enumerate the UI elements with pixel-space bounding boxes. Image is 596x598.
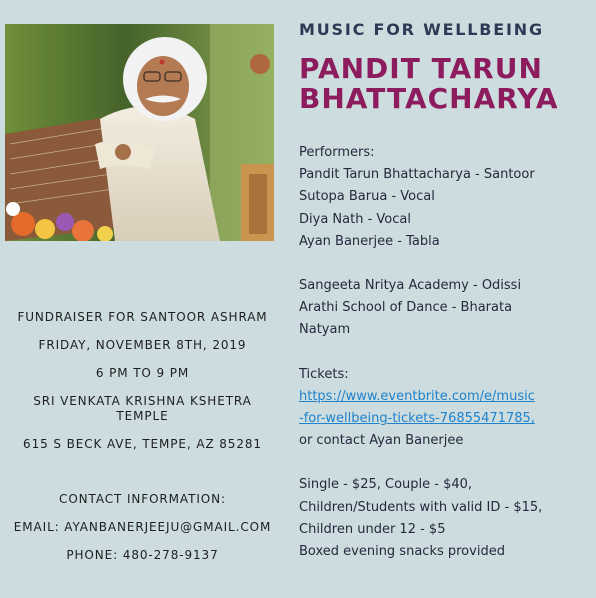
artist-name — [299, 54, 591, 114]
ticket-link-line2[interactable]: -for-wellbeing-tickets-76855471785, — [299, 411, 535, 427]
ticket-link-line1[interactable]: https://www.eventbrite.com/e/music — [299, 388, 535, 404]
performers-heading: Performers: — [299, 145, 375, 160]
pricing-line: Children under 12 - $5 — [299, 521, 446, 537]
spacer — [299, 342, 591, 364]
event-address: 615 S BECK AVE, TEMPE, AZ 85281 — [23, 437, 262, 451]
spacer — [299, 253, 591, 275]
venue-line1: SRI VENKATA KRISHNA KSHETRA — [33, 394, 252, 408]
artist-name-line1: PANDIT TARUN — [299, 52, 543, 85]
event-info — [0, 310, 285, 563]
tickets-heading: Tickets: — [299, 366, 349, 382]
pricing-line: Children/Students with valid ID - $15, — [299, 499, 543, 515]
dance-line: Sangeeta Nritya Academy - Odissi — [299, 278, 522, 294]
performer-line: Diya Nath - Vocal — [299, 211, 411, 227]
header — [299, 18, 591, 114]
performer-photo — [5, 24, 274, 241]
performer-line: Pandit Tarun Bhattacharya - Santoor — [299, 167, 535, 183]
dance-section — [299, 275, 591, 342]
dance-line: Natyam — [299, 322, 351, 338]
pricing-line: Single - $25, Couple - $40, — [299, 477, 473, 493]
pricing-section — [299, 474, 591, 563]
contact-email[interactable]: EMAIL: AYANBANERJEEJU@GMAIL.COM — [13, 520, 272, 534]
dance-line: Arathi School of Dance - Bharata — [299, 300, 513, 316]
contact-phone[interactable]: PHONE: 480-278-9137 — [66, 548, 219, 562]
details — [299, 142, 591, 563]
pricing-line: Boxed evening snacks provided — [299, 544, 505, 560]
spacer — [299, 452, 591, 474]
event-date: FRIDAY, NOVEMBER 8TH, 2019 — [38, 338, 247, 352]
tickets-contact: or contact Ayan Banerjee — [299, 433, 464, 449]
venue-line2: TEMPLE — [116, 409, 169, 423]
performer-line: Ayan Banerjee - Tabla — [299, 233, 440, 249]
series-title: MUSIC FOR WELLBEING — [299, 20, 544, 39]
contact-heading: CONTACT INFORMATION: — [59, 492, 226, 506]
tickets-section — [299, 364, 591, 453]
artist-name-line2: BHATTACHARYA — [299, 82, 559, 115]
event-time: 6 PM TO 9 PM — [95, 366, 190, 380]
performers-section — [299, 142, 591, 253]
event-purpose: FUNDRAISER FOR SANTOOR ASHRAM — [17, 310, 268, 324]
performer-line: Sutopa Barua - Vocal — [299, 189, 435, 205]
